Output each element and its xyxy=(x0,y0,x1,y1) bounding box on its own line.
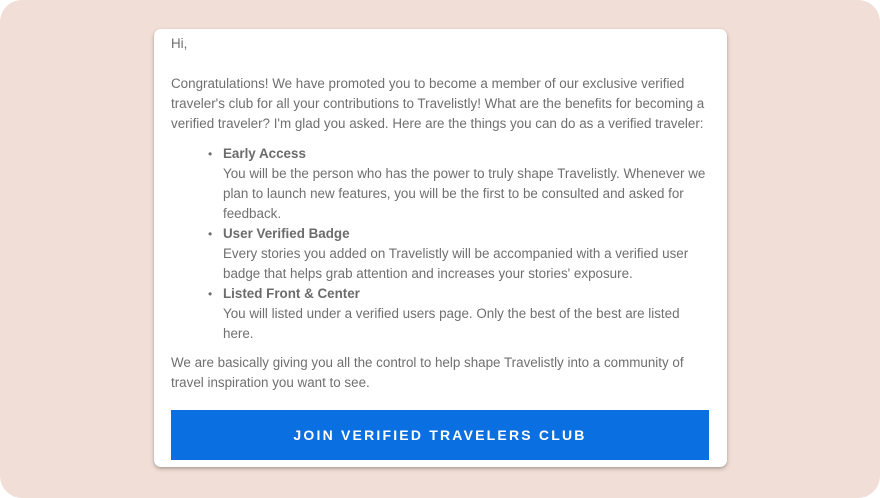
benefit-item-listed-front xyxy=(208,284,709,344)
benefit-item-verified-badge xyxy=(208,224,709,284)
join-verified-travelers-club-button[interactable]: JOIN VERIFIED TRAVELERS CLUB xyxy=(171,410,709,460)
benefit-description: Every stories you added on Travelistly will be accompanied with a verified user badge that helps grab attention and increases your stories' exposure. xyxy=(223,246,689,281)
benefit-description: You will listed under a verified users page. Only the best of the best are listed here. xyxy=(223,306,680,341)
benefit-title: User Verified Badge xyxy=(223,226,350,241)
intro-paragraph: Congratulations! We have promoted you to become a member of our exclusive verified traveler's club for all your contributions to Travelistly! What are the benefits for becoming a verified traveler? I'm glad you asked. Here are the things you can do as a verified traveler: xyxy=(171,76,705,131)
benefit-item-early-access xyxy=(208,144,709,224)
greeting-text: Hi, xyxy=(171,36,188,51)
closing-paragraph: We are basically giving you all the control to help shape Travelistly into a community of travel inspiration you want to see. xyxy=(171,355,684,390)
benefits-list xyxy=(171,144,709,344)
benefit-title: Early Access xyxy=(223,146,306,161)
benefit-description: You will be the person who has the power to truly shape Travelistly. Whenever we plan to launch new features, you will be the first to be consulted and asked for feedback. xyxy=(223,166,706,221)
benefit-title: Listed Front & Center xyxy=(223,286,360,301)
bullet-icon: • xyxy=(208,227,213,241)
email-card xyxy=(154,29,727,467)
bullet-icon: • xyxy=(208,287,213,301)
bullet-icon: • xyxy=(208,147,213,161)
